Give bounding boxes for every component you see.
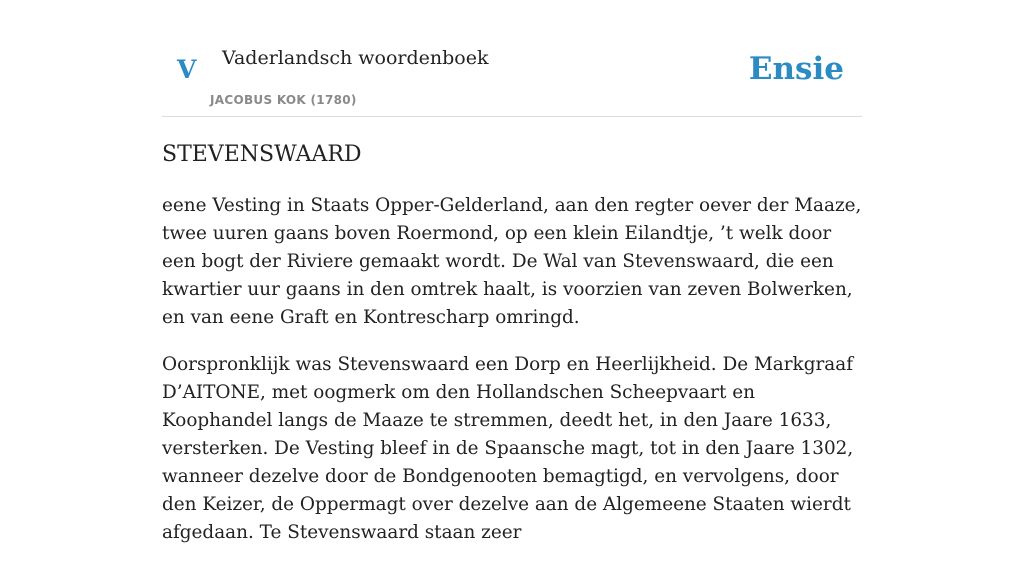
ensie-logo[interactable]: Ensie: [748, 51, 844, 87]
entry-paragraph: Oorspronklijk was Stevenswaard een Dorp en Heerlijkheid. De Markgraaf D’AITONE, met oogmerk om den Hollandschen Scheepvaart en Koophandel langs de Maaze te stremmen, deedt het, in den Jaare 1633, versterken. De Vesting bleef in de Spaansche magt, tot in den Jaare 1302, wanneer dezelve door de Bondgenooten bemagtigd, en vervolgens, door den Keizer, de Oppermagt over dezelve aan de Algemeene Staaten wierdt afgedaan. Te Stevenswaard staan zeer: [162, 354, 854, 543]
book-letter-badge[interactable]: V: [177, 55, 197, 84]
page-container: [162, 0, 862, 543]
entry-paragraph: eene Vesting in Staats Opper-Gelderland, aan den regter oever der Maaze, twee uuren gaans boven Roermond, op een klein Eilandtje, ’t welk door een bogt der Riviere gemaakt wordt. De Wal van Stevenswaard, die een kwartier uur gaans in den omtrek haalt, is voorzien van zeven Bolwerken, en van eene Graft en Kontrescharp omringd.: [162, 195, 862, 328]
entry-title: STEVENSWAARD: [162, 142, 362, 167]
book-header: [162, 0, 862, 117]
book-title-link[interactable]: Vaderlandsch woordenboek: [222, 47, 489, 69]
book-author: JACOBUS KOK (1780): [210, 93, 357, 107]
entry-content: [162, 192, 862, 566]
